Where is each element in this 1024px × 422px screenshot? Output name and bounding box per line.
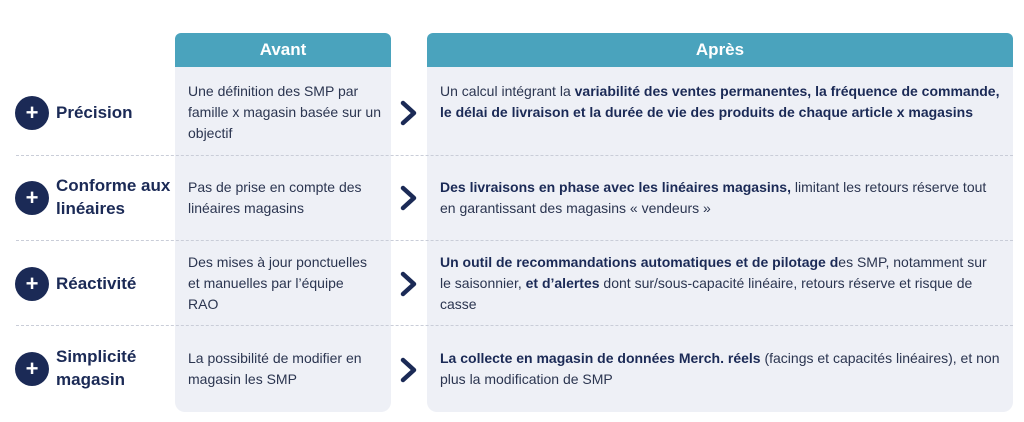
- plus-circle-icon: +: [15, 267, 49, 301]
- apres-text-conforme: [440, 177, 1000, 219]
- avant-text-simplicite: La possibilité de modifier en magasin les SMP: [188, 350, 362, 387]
- row-divider: [16, 240, 1013, 241]
- avant-header: Avant: [175, 33, 391, 67]
- bold-segment: variabilité des ventes permanentes, la fréquence de commande, le délai de livraison et la durée de vie des produits de chaque article x magasins: [440, 83, 1000, 120]
- avant-text-conforme: Pas de prise en compte des linéaires magasins: [188, 179, 362, 216]
- plus-circle-icon: +: [15, 96, 49, 130]
- text-segment: (facings et capacités linéaires), et non plus la modification de SMP: [440, 350, 1000, 387]
- apres-text-reactivite: [440, 252, 1000, 315]
- text-segment: Un calcul intégrant la: [440, 83, 575, 99]
- bold-segment: La collecte en magasin de données Merch. réels: [440, 350, 761, 366]
- text-segment: es SMP, notamment sur le saisonnier,: [440, 254, 987, 291]
- chevron-right-icon: [397, 99, 421, 127]
- bold-segment: Des livraisons en phase avec les linéaires magasins,: [440, 179, 791, 195]
- chevron-right-icon: [397, 184, 421, 212]
- plus-circle-icon: +: [15, 352, 49, 386]
- row-divider: [16, 155, 1013, 156]
- apres-text-precision: [440, 81, 1000, 123]
- text-segment: dont sur/sous-capacité linéaire, retours réserve et risque de casse: [440, 275, 973, 312]
- row-label-simplicite: Simplicité magasin: [56, 347, 137, 389]
- avant-text-reactivite: Des mises à jour ponctuelles et manuelles par l’équipe RAO: [188, 254, 367, 312]
- text-segment: limitant les retours réserve tout en garantissant des magasins « vendeurs »: [440, 179, 987, 216]
- apres-header: Après: [427, 33, 1013, 67]
- bold-segment: et d’alertes: [525, 275, 600, 291]
- row-divider: [16, 325, 1013, 326]
- apres-text-simplicite: [440, 348, 1000, 390]
- chevron-right-icon: [397, 270, 421, 298]
- row-label-reactivite: Réactivité: [56, 274, 137, 293]
- avant-text-precision: Une définition des SMP par famille x magasin basée sur un objectif: [188, 83, 381, 141]
- row-label-conforme: Conforme aux linéaires: [56, 176, 171, 218]
- plus-circle-icon: +: [15, 181, 49, 215]
- bold-segment: Un outil de recommandations automatiques et de pilotage d: [440, 254, 839, 270]
- chevron-right-icon: [397, 356, 421, 384]
- row-label-precision: Précision: [56, 103, 133, 122]
